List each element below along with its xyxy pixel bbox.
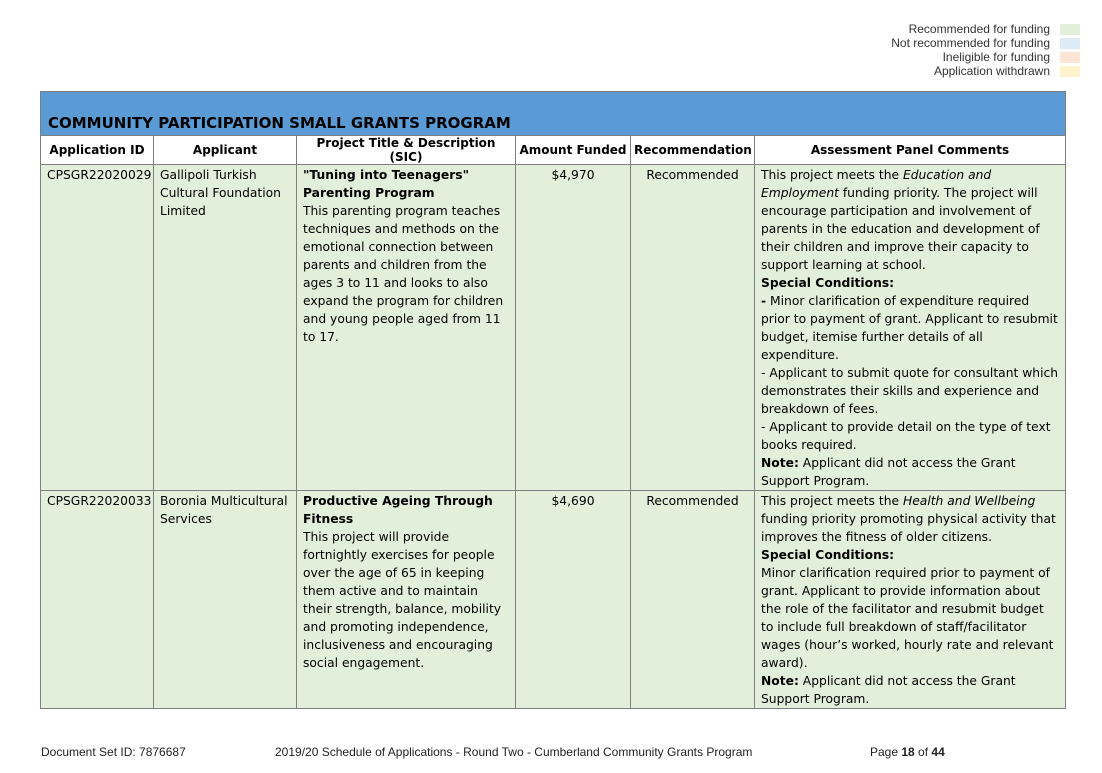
page-of: of [914, 745, 932, 759]
column-header-applicant: Applicant [154, 136, 297, 165]
page-current: 18 [901, 745, 915, 759]
legend-label: Application withdrawn [933, 64, 1050, 78]
note [761, 672, 1059, 708]
table-row [41, 165, 1066, 491]
column-header-amount: Amount Funded [516, 136, 631, 165]
panel-comments [755, 165, 1066, 491]
column-header-recommendation: Recommendation [631, 136, 755, 165]
page-prefix: Page [870, 745, 902, 759]
condition-item: Minor clarification required prior to payment of grant. Applicant to provide information about the role of the facilitator and resubmit budget to include full breakdown of staff/facilitator wages (hour’s worked, hourly rate and relevant award). [761, 566, 1054, 670]
legend-item-recommended [891, 22, 1080, 36]
table-header-row [41, 136, 1066, 165]
project-title: "Tuning into Teenagers" Parenting Program [303, 168, 470, 200]
legend-swatch [1060, 66, 1080, 77]
applicant-name: Boronia Multicultural Services [154, 491, 297, 709]
comment-text: funding priority. The project will encourage participation and involvement of parents in the education and development of their children and improve their capacity to support learning at school. [761, 186, 1040, 272]
recommendation: Recommended [631, 165, 755, 491]
funding-legend [891, 22, 1080, 78]
document-set-id: Document Set ID: 7876687 [41, 745, 186, 759]
condition-item: - Applicant to submit quote for consultant which demonstrates their skills and experience and breakdown of fees. [761, 366, 1059, 416]
column-header-application-id: Application ID [41, 136, 154, 165]
column-header-project: Project Title & Description (SIC) [297, 136, 516, 165]
panel-comments [755, 491, 1066, 709]
grants-table [40, 91, 1066, 709]
page-total: 44 [931, 745, 945, 759]
condition-text: Minor clarification of expenditure required prior to payment of grant. Applicant to resubmit budget, itemise further details of all expenditure. [761, 294, 1058, 362]
amount-funded: $4,690 [516, 491, 631, 709]
recommendation: Recommended [631, 491, 755, 709]
application-id: CPSGR22020029 [41, 165, 154, 491]
document-title: 2019/20 Schedule of Applications - Round Two - Cumberland Community Grants Program [275, 745, 753, 759]
condition-item [761, 292, 1059, 364]
comment-text: This project meets the [761, 168, 903, 182]
applicant-name: Gallipoli Turkish Cultural Foundation Limited [154, 165, 297, 491]
amount-funded: $4,970 [516, 165, 631, 491]
program-title: COMMUNITY PARTICIPATION SMALL GRANTS PROGRAM [41, 92, 1066, 136]
column-header-comments: Assessment Panel Comments [755, 136, 1066, 165]
legend-label: Ineligible for funding [942, 50, 1050, 64]
note [761, 454, 1059, 490]
legend-swatch [1060, 52, 1080, 63]
funding-priority: Health and Wellbeing [902, 494, 1036, 508]
legend-item-not-recommended [891, 36, 1080, 50]
note-label: Note: [761, 456, 799, 470]
special-conditions-label: Special Conditions: [761, 548, 895, 562]
application-id: CPSGR22020033 [41, 491, 154, 709]
condition-item: - Applicant to provide detail on the type of text books required. [761, 420, 1051, 452]
note-text: Applicant did not access the Grant Support Program. [761, 674, 1016, 706]
legend-swatch [1060, 24, 1080, 35]
project-cell [297, 491, 516, 709]
table-row [41, 491, 1066, 709]
comment-summary [761, 166, 1059, 274]
comment-summary [761, 492, 1059, 546]
page-number [870, 745, 945, 759]
condition-dash: - [761, 294, 767, 308]
legend-item-withdrawn [891, 64, 1080, 78]
project-title: Productive Ageing Through Fitness [303, 494, 493, 526]
special-conditions-label: Special Conditions: [761, 276, 895, 290]
legend-label: Recommended for funding [908, 22, 1050, 36]
legend-swatch [1060, 38, 1080, 49]
project-cell [297, 165, 516, 491]
funding-priority: Education and Employment [761, 168, 992, 200]
project-description: This project will provide fortnightly exercises for people over the age of 65 in keeping them active and to maintain their strength, balance, mobility and promoting independence, inclusiveness and encouraging social engagement. [303, 530, 502, 670]
legend-label: Not recommended for funding [891, 36, 1050, 50]
comment-text: This project meets the [761, 494, 903, 508]
comment-text: funding priority promoting physical activity that improves the fitness of older citizens. [761, 512, 1056, 544]
legend-item-ineligible [891, 50, 1080, 64]
project-description: This parenting program teaches techniques and methods on the emotional connection between parents and children from the ages 3 to 11 and looks to also expand the program for children and young people aged from 11 to 17. [303, 204, 504, 344]
note-text: Applicant did not access the Grant Support Program. [761, 456, 1016, 488]
note-label: Note: [761, 674, 799, 688]
